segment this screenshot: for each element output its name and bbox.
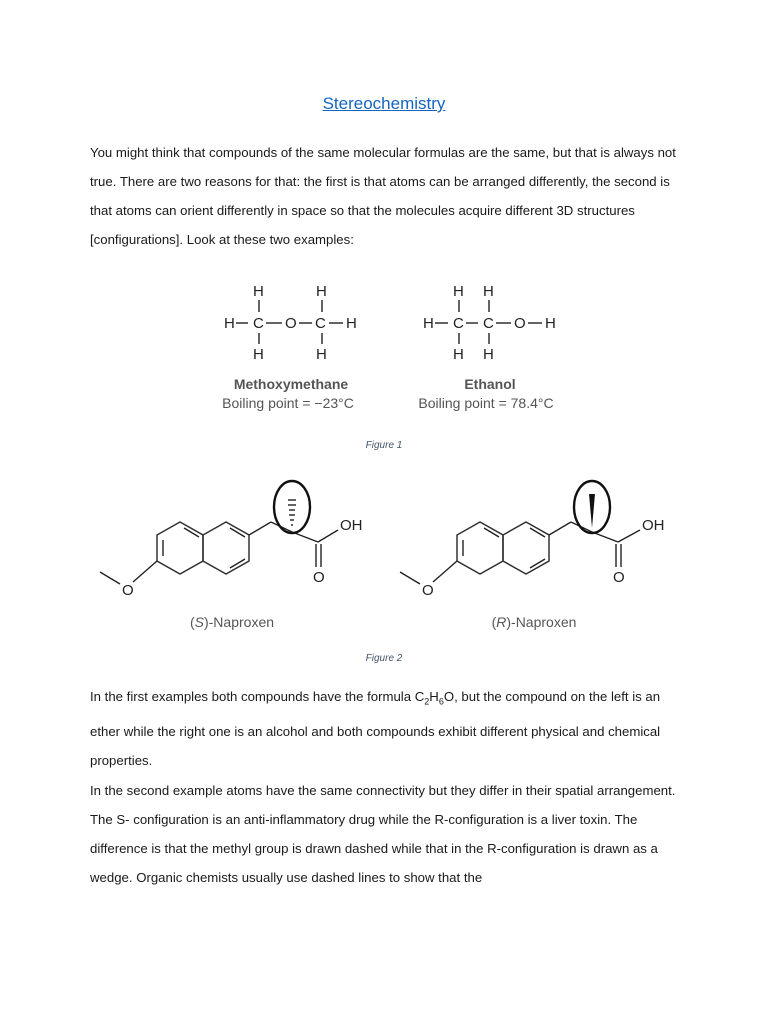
atom-h: H: [453, 346, 464, 363]
dashed-methyl-bond: [288, 500, 296, 525]
benzene-ring: [457, 522, 503, 574]
methoxymethane-boiling-point: Boiling point = −23°C: [222, 395, 354, 411]
atom-h: H: [423, 315, 434, 332]
intro-paragraph: You might think that compounds of the same molecular formulas are the same, but that is always not true. There are two reasons for that: the first is that atoms can be arranged differently, the second is that atoms can orient differently in space so that the molecules acquire different 3D structures [configurations]. Look at these two examples:: [90, 145, 676, 247]
atom-h: H: [346, 315, 357, 332]
formula-paragraph: In the first examples both compounds have the formula $C_2H_6O$, but the compound on the left is an ether while the right one is an alcohol and both compounds exhibit different physical and chemical properties.: [90, 689, 661, 768]
bond: [618, 530, 640, 542]
bond: [100, 572, 120, 584]
atom-c: C: [453, 315, 464, 332]
atom-o: O: [422, 582, 434, 599]
atom-oh: OH: [642, 517, 665, 534]
atom-oh: OH: [340, 517, 363, 534]
methoxymethane-name: Methoxymethane: [233, 376, 349, 392]
r-naproxen-structure: [400, 481, 665, 599]
ethanol-boiling-point: Boiling point = 78.4°C: [418, 395, 554, 411]
atom-o: O: [514, 315, 526, 332]
atom-h: H: [224, 315, 235, 332]
benzene-ring: [503, 522, 549, 574]
atom-h: H: [483, 346, 494, 363]
figure-2-caption: Figure 2: [365, 653, 403, 664]
benzene-ring: [203, 522, 249, 574]
bond: [318, 530, 338, 542]
wedge-methyl-bond: [589, 494, 595, 528]
ethanol-name: Ethanol: [464, 376, 516, 392]
s-naproxen-structure: [100, 481, 363, 599]
atom-c: C: [253, 315, 264, 332]
bond: [249, 522, 271, 535]
ethanol-structure: [423, 283, 556, 363]
atom-h: H: [316, 283, 327, 300]
r-naproxen-name: (R)-Naproxen: [491, 614, 577, 630]
atom-o: O: [313, 569, 325, 586]
atom-h: H: [545, 315, 556, 332]
bond: [400, 572, 420, 584]
atom-h: H: [453, 283, 464, 300]
page-title: Stereochemistry: [322, 94, 446, 113]
benzene-ring: [157, 522, 203, 574]
atom-c: C: [483, 315, 494, 332]
bond: [549, 522, 571, 535]
bond: [133, 561, 157, 582]
atom-c: C: [315, 315, 326, 332]
methoxymethane-structure: [224, 283, 357, 363]
figure-1-caption: Figure 1: [365, 440, 403, 451]
atom-o: O: [285, 315, 297, 332]
bond: [433, 561, 457, 582]
atom-h: H: [316, 346, 327, 363]
atom-o: O: [122, 582, 134, 599]
atom-o: O: [613, 569, 625, 586]
atom-h: H: [253, 283, 264, 300]
atom-h: H: [253, 346, 264, 363]
figure-2-naproxen: [0, 470, 768, 640]
atom-h: H: [483, 283, 494, 300]
figure-1-structures: [0, 280, 768, 420]
stereo-paragraph: In the second example atoms have the same connectivity but they differ in their spatial arrangement. The S- configuration is an anti-inflammatory drug while the R-configuration is a liver toxin. The difference is that the methyl group is drawn dashed while that in the R-configuration is drawn as a wedge. Organic chemists usually use dashed lines to show that the: [90, 783, 676, 885]
s-naproxen-name: (S)-Naproxen: [189, 614, 275, 630]
